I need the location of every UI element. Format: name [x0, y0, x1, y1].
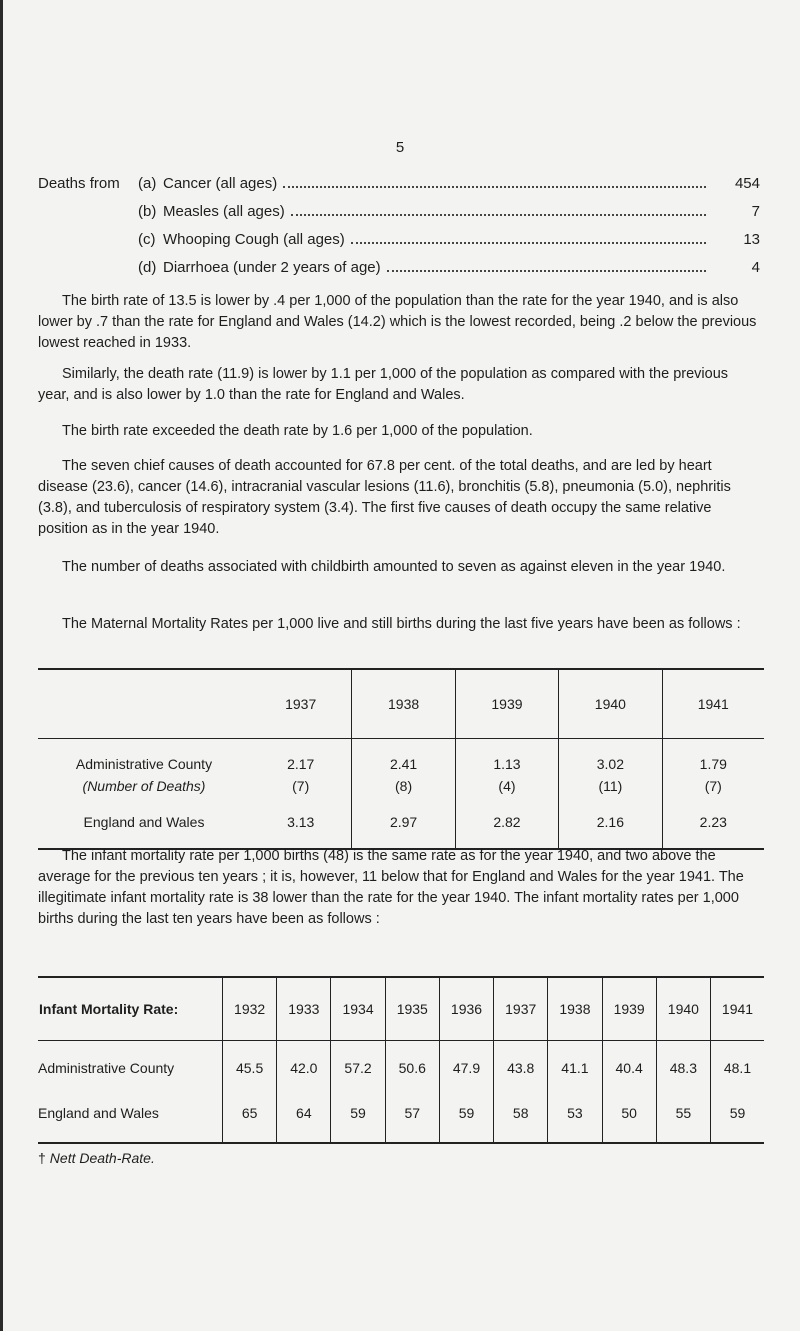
year-header: 1939 [602, 977, 656, 1041]
row-label: Administrative County [75, 755, 213, 772]
footnote [38, 1150, 155, 1166]
table-cell: (11) [559, 775, 662, 797]
table-cell: 59 [710, 1095, 764, 1131]
year-header: 1937 [494, 977, 548, 1041]
page-edge [0, 0, 3, 1331]
table-row [38, 753, 764, 775]
table-header-row [38, 977, 764, 1041]
year-header: 1932 [223, 977, 277, 1041]
year-header: 1940 [559, 669, 662, 739]
table-cell: 2.16 [559, 811, 662, 833]
table-cell: 50.6 [385, 1041, 439, 1095]
list-item [38, 175, 760, 203]
table-row [38, 1041, 764, 1095]
table-header-row [38, 669, 764, 739]
table-cell: 2.97 [352, 811, 455, 833]
table-cell: 47.9 [439, 1041, 493, 1095]
table-cell: 43.8 [494, 1041, 548, 1095]
year-header: 1934 [331, 977, 385, 1041]
table-cell: 2.23 [662, 811, 764, 833]
item-key: (d) [138, 259, 157, 276]
year-header: 1940 [656, 977, 710, 1041]
birth-rate-paragraph: The birth rate of 13.5 is lower by .4 per 1,000 of the population than the rate for the year 1940, and is also lower by .7 than the rate for England and Wales (14.2) which is the lowest recorded, being .2 below the previous lowest reached in 1933. [38, 293, 757, 351]
row-header: Infant Mortality Rate: [38, 977, 223, 1041]
dot-leader [387, 270, 706, 272]
item-key: (a) [138, 175, 157, 192]
table-cell: 55 [656, 1095, 710, 1131]
row-label: England and Wales [83, 813, 205, 830]
table-cell: 3.13 [287, 813, 315, 830]
table-row [38, 1095, 764, 1131]
list-item [38, 231, 760, 259]
year-header: 1941 [710, 977, 764, 1041]
footnote-text: Nett Death-Rate. [49, 1150, 155, 1166]
table-cell: 1.13 [455, 753, 558, 775]
table-cell: 65 [223, 1095, 277, 1131]
table-cell: (7) [292, 777, 310, 794]
table-cell: 64 [277, 1095, 331, 1131]
year-header: 1941 [662, 669, 764, 739]
table-cell: 3.02 [559, 753, 662, 775]
item-label: Diarrhoea (under 2 years of age) [163, 259, 381, 276]
table-cell: 45.5 [223, 1041, 277, 1095]
maternal-intro-paragraph: The Maternal Mortality Rates per 1,000 live and still births during the last five years have been as follows : [62, 616, 741, 632]
table-cell: 53 [548, 1095, 602, 1131]
dagger-symbol: † [38, 1150, 46, 1166]
item-value: 4 [751, 259, 760, 276]
table-cell: 42.0 [277, 1041, 331, 1095]
table-cell: 59 [331, 1095, 385, 1131]
table-cell: 2.41 [352, 753, 455, 775]
row-label: Administrative County [38, 1059, 175, 1076]
dot-leader [283, 186, 706, 188]
maternal-mortality-table [38, 668, 764, 850]
table-cell: 1.79 [662, 753, 764, 775]
year-header: 1935 [385, 977, 439, 1041]
table-cell: 40.4 [602, 1041, 656, 1095]
table-row [38, 775, 764, 797]
list-item [38, 259, 760, 287]
row-label: England and Wales [38, 1104, 159, 1121]
table-row [38, 811, 764, 833]
table-cell: 48.1 [710, 1041, 764, 1095]
table-cell: 2.17 [287, 755, 315, 772]
list-item [38, 203, 760, 231]
rate-difference-paragraph: The birth rate exceeded the death rate by 1.6 per 1,000 of the population. [62, 423, 533, 439]
table-cell: 57.2 [331, 1041, 385, 1095]
item-label: Whooping Cough (all ages) [163, 231, 345, 248]
item-key: (c) [138, 231, 156, 248]
item-label: Cancer (all ages) [163, 175, 278, 192]
item-label: Measles (all ages) [163, 203, 285, 220]
table-cell: (8) [352, 775, 455, 797]
year-header: 1936 [439, 977, 493, 1041]
row-label: (Number of Deaths) [82, 777, 206, 794]
year-header: 1938 [548, 977, 602, 1041]
causes-of-death-paragraph: The seven chief causes of death accounted for 67.8 per cent. of the total deaths, and are led by heart disease (23.6), cancer (14.6), intracranial vascular lesions (11.6), bronchitis (5.8), pneumonia (5.0), nephritis (3.8), and tuberculosis of respiratory system (3.4). The first five causes of death occupy the same relative position as in the year 1940. [38, 458, 731, 537]
item-value: 454 [734, 175, 760, 192]
year-header: 1937 [250, 669, 352, 739]
table-cell: 57 [385, 1095, 439, 1131]
year-header: 1938 [352, 669, 455, 739]
infant-mortality-table [38, 976, 764, 1144]
item-value: 7 [751, 203, 760, 220]
year-header: 1933 [277, 977, 331, 1041]
childbirth-paragraph: The number of deaths associated with childbirth amounted to seven as against eleven in the year 1940. [62, 559, 726, 575]
death-rate-paragraph: Similarly, the death rate (11.9) is lower by 1.1 per 1,000 of the population as compared with the previous year, and is also lower by 1.0 than the rate for England and Wales. [38, 366, 729, 403]
table-cell: 58 [494, 1095, 548, 1131]
table-cell: 41.1 [548, 1041, 602, 1095]
deaths-list [38, 175, 760, 287]
table-cell: 50 [602, 1095, 656, 1131]
table-cell: (4) [455, 775, 558, 797]
infant-mortality-paragraph: The infant mortality rate per 1,000 births (48) is the same rate as for the year 1940, and two above the average for the previous ten years ; it is, however, 11 below that for England and Wales for the year 1941. The illegitimate infant mortality rate is 38 lower than the rate for the year 1940. The infant mortality rates per 1,000 births during the last ten years have been as follows : [38, 848, 744, 927]
deaths-lead: Deaths from [38, 175, 120, 192]
table-cell: 48.3 [656, 1041, 710, 1095]
dot-leader [351, 242, 706, 244]
item-value: 13 [743, 231, 760, 248]
year-header: 1939 [455, 669, 558, 739]
table-cell: 59 [439, 1095, 493, 1131]
item-key: (b) [138, 203, 157, 220]
table-cell: 2.82 [455, 811, 558, 833]
page-number: 5 [395, 139, 405, 156]
dot-leader [291, 214, 706, 216]
table-cell: (7) [662, 775, 764, 797]
